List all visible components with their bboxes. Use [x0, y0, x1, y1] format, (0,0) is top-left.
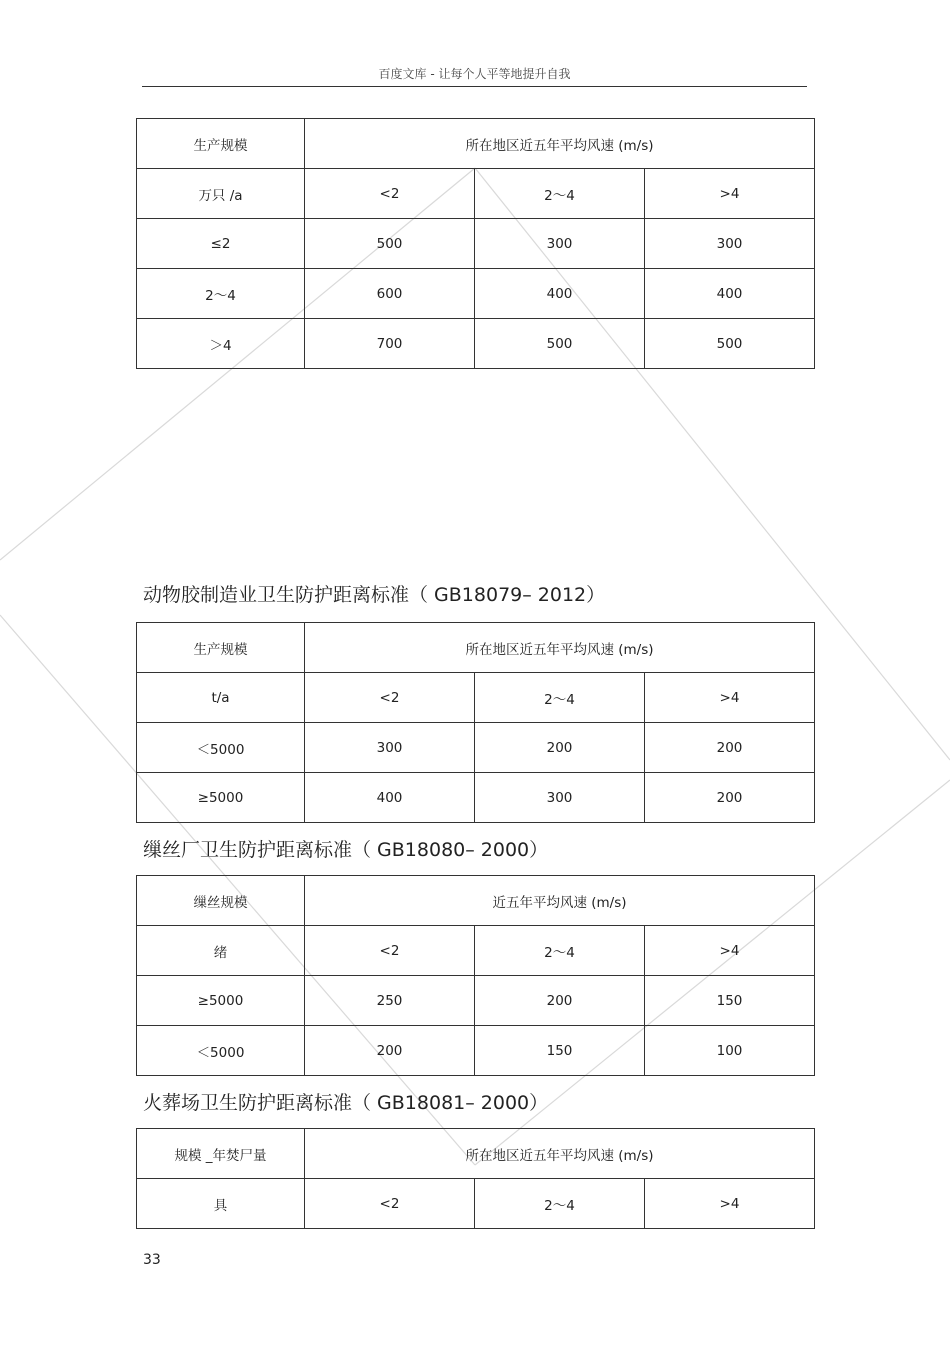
table-cell: 2～4 [475, 926, 645, 976]
header-scale: 生产规模 [137, 623, 305, 673]
header-wind-speed: 所在地区近五年平均风速 (m/s) [305, 1129, 815, 1179]
table-subheader-row [137, 1179, 815, 1229]
table-cell: <2 [305, 673, 475, 723]
header-wind-speed: 所在地区近五年平均风速 (m/s) [305, 119, 815, 169]
table-cell: >4 [645, 1179, 815, 1229]
table-subheader-row [137, 926, 815, 976]
table-cell: 400 [305, 773, 475, 823]
table-cell: <2 [305, 926, 475, 976]
header-scale: 缫丝规模 [137, 876, 305, 926]
protection-distance-table-2 [136, 622, 815, 823]
table-row [137, 269, 815, 319]
table-cell: t/a [137, 673, 305, 723]
table-cell: 500 [475, 319, 645, 369]
table-cell: ≥5000 [137, 976, 305, 1026]
table-cell: 250 [305, 976, 475, 1026]
table-subheader-row [137, 169, 815, 219]
table-row [137, 723, 815, 773]
table-cell: 300 [475, 219, 645, 269]
table-cell: 700 [305, 319, 475, 369]
table-subheader-row [137, 673, 815, 723]
table-cell: 200 [475, 976, 645, 1026]
table-cell: ＜5000 [137, 1026, 305, 1076]
header-text: 百度文库 - 让每个人平等地提升自我 [378, 67, 571, 81]
table-cell: 200 [645, 773, 815, 823]
table-cell: 300 [475, 773, 645, 823]
table-cell: 200 [645, 723, 815, 773]
table-cell: 600 [305, 269, 475, 319]
table-cell: 2～4 [475, 169, 645, 219]
protection-distance-table-1 [136, 118, 815, 369]
header-wind-speed: 近五年平均风速 (m/s) [305, 876, 815, 926]
title-animal-glue-standard: 动物胶制造业卫生防护距离标准（ GB18079– 2012） [143, 584, 606, 606]
table-row [137, 219, 815, 269]
table-cell: 2～4 [475, 673, 645, 723]
table-cell: ≥5000 [137, 773, 305, 823]
table-cell: 300 [305, 723, 475, 773]
table-cell: 500 [645, 319, 815, 369]
table-cell: <2 [305, 169, 475, 219]
protection-distance-table-3 [136, 875, 815, 1076]
header-scale: 生产规模 [137, 119, 305, 169]
table-cell: 400 [475, 269, 645, 319]
page-number: 33 [143, 1252, 161, 1268]
table-cell: 200 [475, 723, 645, 773]
header-scale: 规模 _年焚尸量 [137, 1129, 305, 1179]
table-cell: 绪 [137, 926, 305, 976]
table-cell: >4 [645, 926, 815, 976]
table-cell: 400 [645, 269, 815, 319]
table-cell: <2 [305, 1179, 475, 1229]
table-cell: 具 [137, 1179, 305, 1229]
table-row [137, 319, 815, 369]
header-wind-speed: 所在地区近五年平均风速 (m/s) [305, 623, 815, 673]
table-header-row [137, 876, 815, 926]
table-cell: ＜5000 [137, 723, 305, 773]
table-cell: 2～4 [475, 1179, 645, 1229]
table-cell: 200 [305, 1026, 475, 1076]
table-cell: 500 [305, 219, 475, 269]
protection-distance-table-4 [136, 1128, 815, 1229]
table-cell: ＞4 [137, 319, 305, 369]
table-row [137, 976, 815, 1026]
table-cell: ≤2 [137, 219, 305, 269]
table-cell: 100 [645, 1026, 815, 1076]
page-header [142, 66, 807, 87]
table-cell: >4 [645, 169, 815, 219]
table-cell: 万只 /a [137, 169, 305, 219]
table-cell: 2～4 [137, 269, 305, 319]
title-silk-reeling-standard: 缫丝厂卫生防护距离标准（ GB18080– 2000） [143, 839, 549, 861]
table-header-row [137, 119, 815, 169]
table-cell: 300 [645, 219, 815, 269]
table-row [137, 1026, 815, 1076]
table-header-row [137, 1129, 815, 1179]
table-cell: >4 [645, 673, 815, 723]
table-cell: 150 [475, 1026, 645, 1076]
table-header-row [137, 623, 815, 673]
table-row [137, 773, 815, 823]
table-cell: 150 [645, 976, 815, 1026]
title-crematorium-standard: 火葬场卫生防护距离标准（ GB18081– 2000） [143, 1092, 549, 1114]
